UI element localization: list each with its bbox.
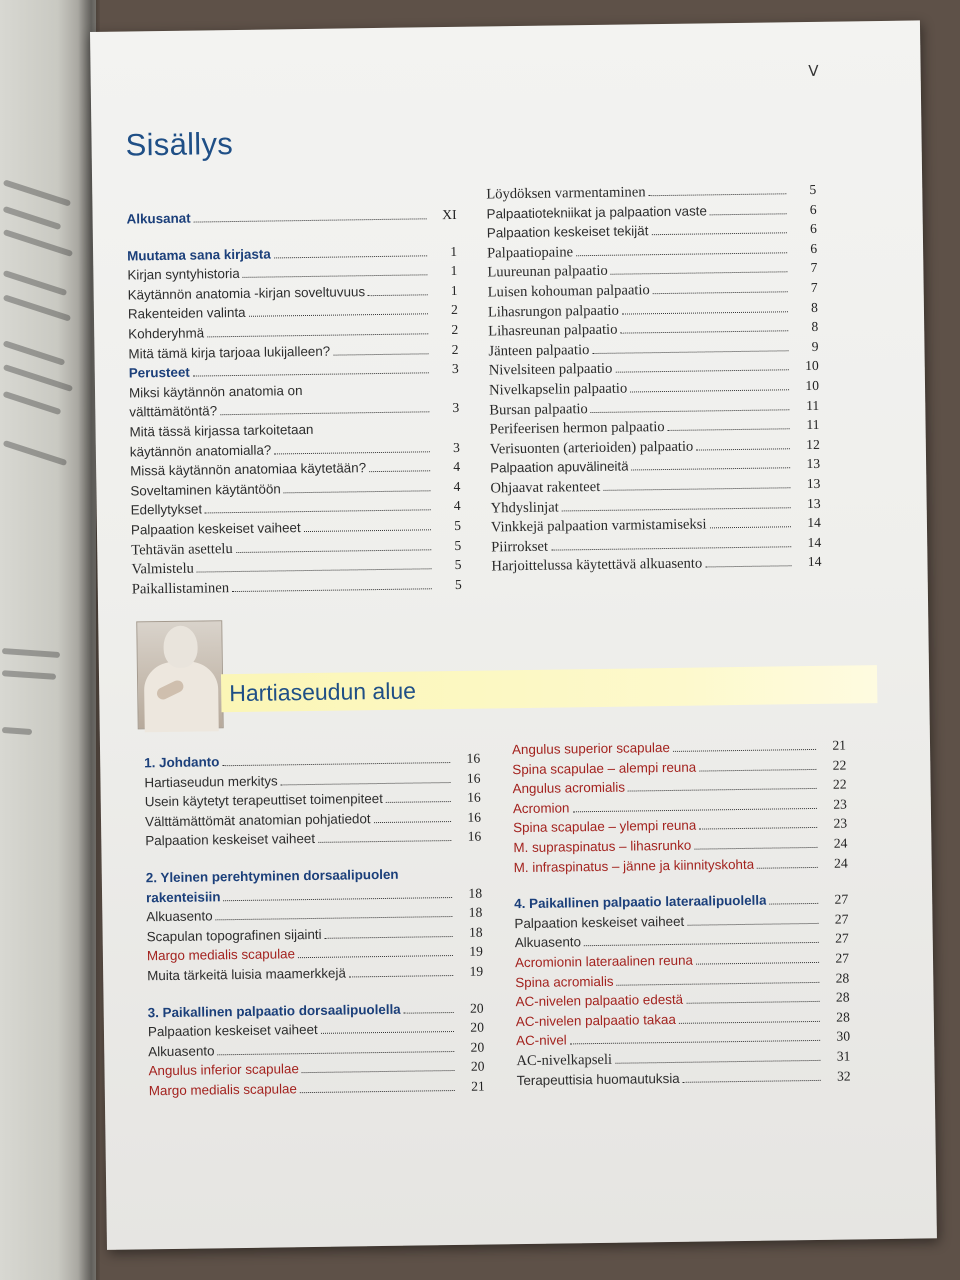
toc-leader-dots [207,333,428,337]
toc-entry-label: Bursan palpaatio [489,400,588,418]
toc-entry-label: Edellytykset [130,501,203,518]
toc-entry-page: 2 [451,341,459,357]
toc-leader-dots [236,549,431,553]
toc-leader-dots [683,1079,821,1082]
toc-entry-label: Rakenteiden valinta [127,305,246,322]
toc-leader-dots [386,801,451,803]
toc-leader-dots [699,769,816,772]
toc-entry-page: 16 [467,828,482,845]
toc-entry-page: 21 [471,1078,485,1094]
toc-entry-label: AC-nivelkapseli [516,1051,613,1070]
toc-entry-page: 13 [806,456,821,472]
toc-entry-label: Palpaation keskeiset tekijät [486,223,649,241]
toc-entry-label: Missä käytännön anatomiaa käytetään? [130,460,367,479]
toc-leader-dots [757,866,818,868]
toc-entry-page: 31 [836,1048,851,1064]
toc-entry-label: Acromionin lateraalinen reuna [514,952,694,971]
toc-entry-label: Vinkkejä palpaation varmistamiseksi [490,516,707,536]
toc-entry-page: 5 [454,556,462,573]
toc-leader-dots [205,510,431,514]
toc-entry-page: 14 [807,514,822,531]
toc-entry-page: 16 [466,750,481,766]
toc-entry-label: Soveltaminen käytäntöön [130,481,281,499]
toc-entry-label: Alkuasento [514,934,582,951]
toc-entry-page: 27 [835,930,849,947]
toc-entry-label: Mitä tämä kirja tarjoaa lukijalleen? [128,343,331,362]
toc-entry-page: 20 [469,1000,484,1016]
toc-leader-dots [591,409,790,413]
toc-entry-page: 6 [809,201,817,217]
toc-leader-dots [368,294,428,296]
toc-entry-page: 6 [809,221,817,237]
toc-entry-page: 32 [836,1067,851,1084]
toc-entry-page: 1 [450,263,458,279]
toc-entry-label: Hartiaseudun merkitys [144,773,278,790]
toc-leader-dots [603,487,790,491]
toc-entry-label: Alkuasento [148,1043,215,1060]
toc-column-bottom-right [512,736,851,1091]
toc-entry-label: Lihasrungon palpaatio [487,302,619,321]
toc-entry-page: 3 [452,439,460,455]
toc-entry-label: Nivelkapselin palpaatio [488,380,628,399]
toc-entry-label: Käytännön anatomia -kirjan soveltuvuus [127,283,366,303]
toc-leader-dots [197,568,432,572]
toc-leader-dots [611,272,788,275]
toc-entry-page: 18 [468,924,483,940]
toc-entry-label: Löydöksen varmentaminen [486,184,646,203]
toc-entry-page: 8 [811,299,819,315]
toc-entry-label: Spina scapulae – alempi reuna [512,759,697,777]
toc-entry-page: 3 [451,361,459,377]
toc-leader-dots [249,314,428,318]
toc-entry-label: rakenteisiin [145,888,221,905]
toc-leader-dots [281,782,451,785]
toc-entry-page: 28 [835,989,850,1005]
toc-entry-page: 2 [451,302,459,318]
toc-entry-page: 18 [468,904,483,920]
toc-entry-label: välttämätöntä? [129,403,218,420]
toc-leader-dots [649,193,787,196]
thumbnail-figure-head [163,626,198,668]
adjacent-page-text [3,229,73,257]
toc-leader-dots [615,370,788,373]
toc-leader-dots [696,962,819,965]
toc-leader-dots [222,762,450,766]
toc-entry-label: Spina acromialis [515,973,614,990]
toc-entry-label: Valmistelu [131,560,195,578]
toc-leader-dots [653,291,788,294]
adjacent-page-text [3,294,71,321]
toc-entry-page: 23 [833,796,847,812]
toc-leader-dots [284,490,431,493]
toc-entry-page: 19 [469,943,483,960]
toc-leader-dots [584,942,819,946]
toc-entry-label: Margo medialis scapulae [148,1081,298,1099]
toc-entry-page: 16 [467,809,482,825]
toc-entry[interactable] [149,1076,485,1100]
toc-entry-page: 9 [811,338,819,354]
toc-entry-page: 22 [832,757,847,773]
toc-leader-dots [630,389,789,392]
toc-entry-label: 2. Yleinen perehtyminen dorsaalipuolen [145,866,399,886]
toc-entry-label: Palpaation keskeiset vaiheet [147,1022,318,1040]
toc-entry-label: Muutama sana kirjasta [127,246,271,264]
toc-entry-page: 1 [450,243,458,259]
toc-entry-label: Luisen kohouman palpaatio [487,282,650,301]
toc-leader-dots [300,1090,455,1093]
toc-leader-dots [243,275,428,279]
toc-leader-dots [193,372,429,376]
toc-entry-page: 11 [806,397,820,413]
toc-entry-page: 16 [467,789,481,805]
book-page [90,20,937,1249]
toc-entry-label: Angulus inferior scapulae [148,1061,299,1079]
toc-leader-dots [696,448,790,450]
toc-entry-label: Perusteet [128,364,190,381]
toc-leader-dots [333,353,428,355]
toc-entry-page: 12 [806,436,820,452]
toc-entry-page: 24 [833,855,848,871]
toc-entry-label: Tehtävän asettelu [131,540,233,558]
adjacent-page-text [3,206,62,230]
toc-entry-page: 5 [454,576,462,592]
toc-entry-label: 4. Paikallinen palpaatio lateraalipuolella [514,892,767,912]
toc-leader-dots [232,588,432,592]
toc-entry-label: Alkusanat [126,210,191,227]
toc-leader-dots [216,916,453,920]
toc-leader-dots [615,1060,820,1064]
adjacent-page-text [3,364,73,392]
toc-entry-page: 24 [833,835,848,851]
toc-entry-page: 13 [806,475,821,491]
toc-entry-label: Kirjan syntyhistoria [127,266,240,283]
toc-leader-dots [576,252,787,256]
toc-leader-dots [694,847,817,850]
toc-leader-dots [572,808,816,812]
toc-entry-label: AC-nivel [516,1032,567,1049]
toc-entry-page: 7 [810,279,818,295]
toc-entry-label: Alkuasento [146,908,213,925]
thumbnail-figure-body [144,661,219,732]
toc-leader-dots [562,507,791,511]
toc-leader-dots [651,232,786,235]
toc-entry-page: 30 [836,1028,851,1044]
toc-leader-dots [304,529,431,532]
toc-entry-label: Miksi käytännön anatomia on [128,382,303,401]
toc-leader-dots [705,566,791,568]
toc-entry-page: 10 [805,358,819,374]
toc-entry-label: Scapulan topografinen sijainti [146,926,322,945]
toc-leader-dots [673,749,816,752]
toc-leader-dots [592,350,788,354]
toc-leader-dots [274,451,430,454]
toc-entry[interactable] [517,1066,851,1090]
toc-leader-dots [628,788,817,792]
toc-entry-label: M. supraspinatus – lihasrunko [513,837,692,856]
toc-entry-page: 3 [452,400,460,416]
adjacent-page-text [2,670,56,680]
toc-entry-page: 27 [834,891,849,907]
toc-leader-dots [617,981,820,985]
toc-entry-page: 11 [806,416,820,433]
toc-entry-page: 14 [807,534,822,550]
toc-entry-label: Palpaation keskeiset vaiheet [145,831,316,849]
toc-entry-page: 4 [453,498,461,514]
adjacent-page-text [3,179,71,206]
toc-leader-dots [218,1051,455,1055]
toc-entry-page: 16 [466,770,481,786]
toc-entry-page: 5 [454,517,462,533]
toc-entry-label: Angulus acromialis [512,779,626,797]
toc-entry-page: 2 [451,321,459,337]
toc-leader-dots [570,1040,820,1044]
toc-entry-label: Margo medialis scapulae [146,946,296,964]
toc-entry-label: Piirrokset [491,538,549,556]
toc-leader-dots [622,311,788,314]
toc-entry-label: Mitä tässä kirjassa tarkoitetaan [129,421,314,440]
toc-leader-dots [298,955,453,958]
toc-entry-page: 20 [470,1058,485,1075]
toc-entry-page: 28 [836,1009,850,1025]
toc-entry-label: Acromion [512,800,570,816]
toc-leader-dots [551,546,791,550]
toc-entry-label: Yhdyslinjat [490,499,559,516]
toc-entry-label: AC-nivelen palpaatio edestä [515,991,684,1010]
toc-entry-page: 21 [832,737,847,753]
toc-leader-dots [316,432,429,434]
toc-entry-label: Palpaatiotekniikat ja palpaation vaste [486,202,708,222]
toc-entry-label: Angulus superior scapulae [511,739,670,758]
toc-entry-page: 18 [468,885,483,901]
toc-entry-label: Jänteen palpaatio [488,341,590,360]
toc-entry-label: Palpaation keskeiset vaiheet [130,520,301,538]
toc-entry-page: 5 [454,537,462,553]
toc-entry-label: Välttämättömät anatomian pohjatiedot [144,810,371,830]
toc-entry-page: 8 [811,319,819,335]
toc-leader-dots [686,1001,820,1004]
toc-leader-dots [687,923,818,926]
toc-entry-page: 6 [810,240,818,256]
toc-entry-label: Harjoittelussa käytettävä alkuasento [491,555,703,575]
adjacent-page-text [3,340,66,365]
toc-entry-label: Perifeerisen hermon palpaatio [489,419,665,438]
toc-column-top-left [126,205,461,599]
toc-leader-dots [302,1070,455,1073]
toc-entry-page: 10 [805,377,820,393]
chapter-thumbnail-photo [136,620,223,729]
toc-entry-page: 5 [809,181,817,197]
toc-entry-page: XI [442,206,457,223]
toc-leader-dots [349,975,453,977]
toc-entry-page: 14 [807,554,822,570]
toc-entry-label: Kohderyhmä [128,325,205,342]
toc-entry-page: 20 [470,1039,485,1055]
toc-entry-label: käytännön anatomialla? [129,442,272,460]
toc-leader-dots [699,827,817,830]
toc-entry-page: 4 [453,478,461,494]
toc-leader-dots [369,470,430,472]
toc-leader-dots [374,821,451,823]
toc-entry-label: Usein käytetyt terapeuttiset toimenpiteet [144,791,384,810]
toc-entry-label: Verisuonten (arterioiden) palpaatio [489,438,694,458]
toc-leader-dots [621,330,789,333]
toc-leader-dots [632,468,791,471]
toc-leader-dots [404,1012,454,1014]
adjacent-page-text [2,648,60,658]
toc-entry-page: 27 [835,950,850,966]
toc-leader-dots [402,878,452,879]
adjacent-page-text [3,270,68,296]
toc-entry-page: 27 [834,911,849,927]
adjacent-page-text [2,727,32,735]
adjacent-page-text [3,391,62,415]
toc-entry-label: Palpaation apuvälineitä [490,458,629,476]
toc-entry-label: M. infraspinatus – jänne ja kiinnityskohta [513,856,755,875]
toc-entry-page: 7 [810,260,818,276]
toc-entry-page: 22 [832,776,847,792]
page-title: Sisällys [125,126,234,163]
toc-leader-dots [306,393,430,395]
toc-entry-label: Ohjaavat rakenteet [490,478,601,497]
adjacent-page-text [3,440,68,466]
toc-leader-dots [710,213,787,215]
toc-entry-page: 13 [806,495,821,511]
toc-leader-dots [274,255,427,258]
toc-leader-dots [710,526,791,528]
toc-leader-dots [679,1021,820,1024]
page-number: V [808,61,819,80]
toc-entry-label: Luureunan palpaatio [487,263,608,281]
toc-column-bottom-left [144,749,485,1101]
toc-leader-dots [668,428,790,431]
toc-entry-page: 19 [469,963,484,979]
toc-entry-label: Paikallistaminen [131,579,230,598]
toc-leader-dots [194,218,427,222]
toc-column-top-right [486,180,821,576]
toc-entry-label: Nivelsiteen palpaatio [488,361,613,379]
toc-entry-page: 20 [470,1019,485,1035]
toc-entry-page: 23 [833,815,848,832]
toc-entry-label: AC-nivelen palpaatio takaa [515,1011,677,1029]
toc-entry-label: 1. Johdanto [144,754,220,771]
toc-leader-dots [321,1031,454,1034]
toc-leader-dots [325,936,453,939]
toc-entry-page: 1 [450,282,458,298]
toc-entry-label: Palpaatiopaine [487,244,574,262]
toc-leader-dots [224,897,453,901]
toc-entry-label: Palpaation keskeiset vaiheet [514,913,685,931]
toc-leader-dots [770,903,819,905]
toc-entry-label: 3. Paikallinen palpaatio dorsaalipuolella [147,1001,401,1020]
toc-leader-dots [220,412,429,416]
toc-entry-label: Spina scapulae – ylempi reuna [513,817,697,836]
toc-entry-page: 28 [835,970,850,986]
toc-entry-label: Lihasreunan palpaatio [488,321,618,340]
toc-entry-label: Terapeuttisia huomautuksia [516,1070,680,1088]
toc-entry-page: 4 [453,459,461,475]
toc-entry-label: Muita tärkeitä luisia maamerkkejä [147,965,346,984]
chapter-title: Hartiaseudun alue [229,677,417,707]
toc-leader-dots [318,840,451,843]
